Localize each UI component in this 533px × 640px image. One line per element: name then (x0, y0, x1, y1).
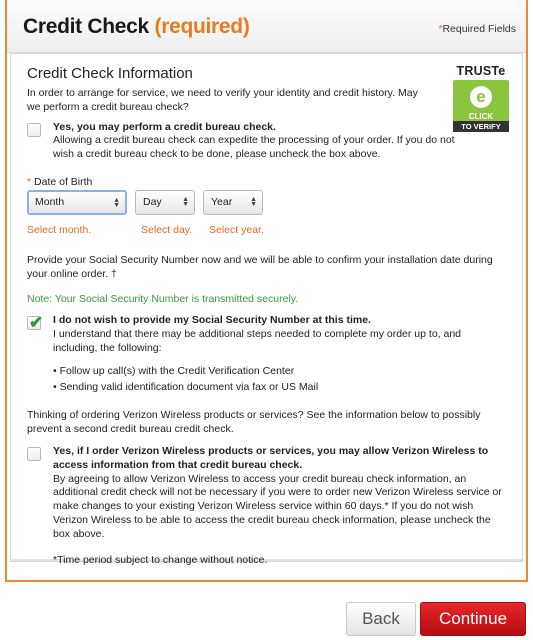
credit-check-option (27, 121, 457, 162)
action-buttons (0, 600, 533, 640)
section-title: Credit Check Information (27, 65, 193, 82)
wireless-checkbox[interactable] (27, 447, 41, 461)
dob-block (27, 176, 447, 254)
month-select[interactable] (27, 190, 127, 215)
credit-check-description: Allowing a credit bureau check can expedite the processing of your order. If you do not wish a credit bureau check to be done, please uncheck the box above. (53, 134, 455, 161)
truste-e-icon: e (470, 86, 492, 108)
required-fields-text: Required Fields (442, 23, 516, 35)
wireless-description: By agreeing to allow Verizon Wireless to access your credit bureau check information, an additional credit check will not be necessary if you were to order new Verizon Wireless service or make changes to your existing Verizon Wireless service within 60 days.* If you do not wish Verizon Wireless to be able to access the credit bureau check information, please uncheck the box above. (53, 472, 502, 540)
ssn-prompt: Provide your Social Security Number now and we will be able to confirm your installation date during your online order. † (27, 253, 493, 280)
ssn-opt-out-option (27, 314, 507, 394)
wireless-label[interactable]: Yes, if I order Verizon Wireless products or services, you may allow Verizon Wireless to access information from that credit bureau check. (53, 444, 489, 471)
section-intro: In order to arrange for service, we need to verify your identity and credit history. May we perform a credit bureau check? (27, 87, 418, 113)
truste-badge[interactable] (453, 80, 509, 132)
wireless-footnote: *Time period subject to change without notice. (53, 553, 268, 566)
year-select-value: Year (211, 195, 233, 208)
required-star: * (438, 23, 443, 35)
select-arrows-icon: ▲ ▼ (250, 195, 257, 208)
page-title (23, 15, 250, 39)
continue-button[interactable]: Continue (420, 602, 526, 636)
list-item: • Follow up call(s) with the Credit Verification Center (53, 364, 295, 377)
year-error: Select year. (209, 223, 264, 236)
truste-title: TRUSTe (456, 64, 506, 78)
credit-check-panel (10, 53, 523, 566)
ssn-opt-out-checkbox[interactable] (27, 313, 44, 333)
dob-label-text: Date of Birth (34, 175, 93, 188)
select-arrows-icon: ▲ ▼ (113, 196, 120, 209)
month-error: Select month. (27, 223, 92, 236)
ssn-secure-note: Note: Your Social Security Number is transmitted securely. (27, 292, 299, 305)
credit-check-label[interactable]: Yes, you may perform a credit bureau check. (53, 120, 276, 133)
credit-check-checkbox[interactable] (27, 123, 41, 137)
header-bar (7, 0, 526, 53)
credit-check-frame (5, 0, 528, 582)
year-select[interactable] (203, 190, 263, 215)
wireless-option (27, 445, 507, 567)
wireless-intro: Thinking of ordering Verizon Wireless products or services? See the information below to possibly prevent a second credit bureau credit check. (27, 409, 481, 436)
dob-label (27, 176, 447, 188)
month-select-value: Month (35, 195, 65, 208)
required-fields-note (438, 23, 516, 35)
dob-required-star: * (27, 175, 32, 188)
checkmark-icon: ✔ (29, 313, 44, 333)
page-title-text: Credit Check (23, 15, 149, 38)
truste-click-text: CLICK (468, 112, 494, 121)
day-select[interactable] (135, 190, 195, 215)
day-select-value: Day (143, 195, 162, 208)
ssn-opt-out-description: I understand that there may be additional steps needed to complete my order up to, and including, the following: (53, 328, 462, 354)
required-tag: (required) (154, 15, 250, 38)
truste-seal[interactable] (451, 64, 511, 144)
list-item: • Sending valid identification document via fax or US Mail (53, 380, 319, 393)
select-arrows-icon: ▲ ▼ (182, 195, 189, 208)
truste-verify-text: TO VERIFY (453, 121, 509, 132)
ssn-opt-out-label[interactable]: I do not wish to provide my Social Security Number at this time. (53, 314, 371, 327)
day-error: Select day. (141, 223, 193, 236)
back-button[interactable]: Back (346, 602, 416, 636)
